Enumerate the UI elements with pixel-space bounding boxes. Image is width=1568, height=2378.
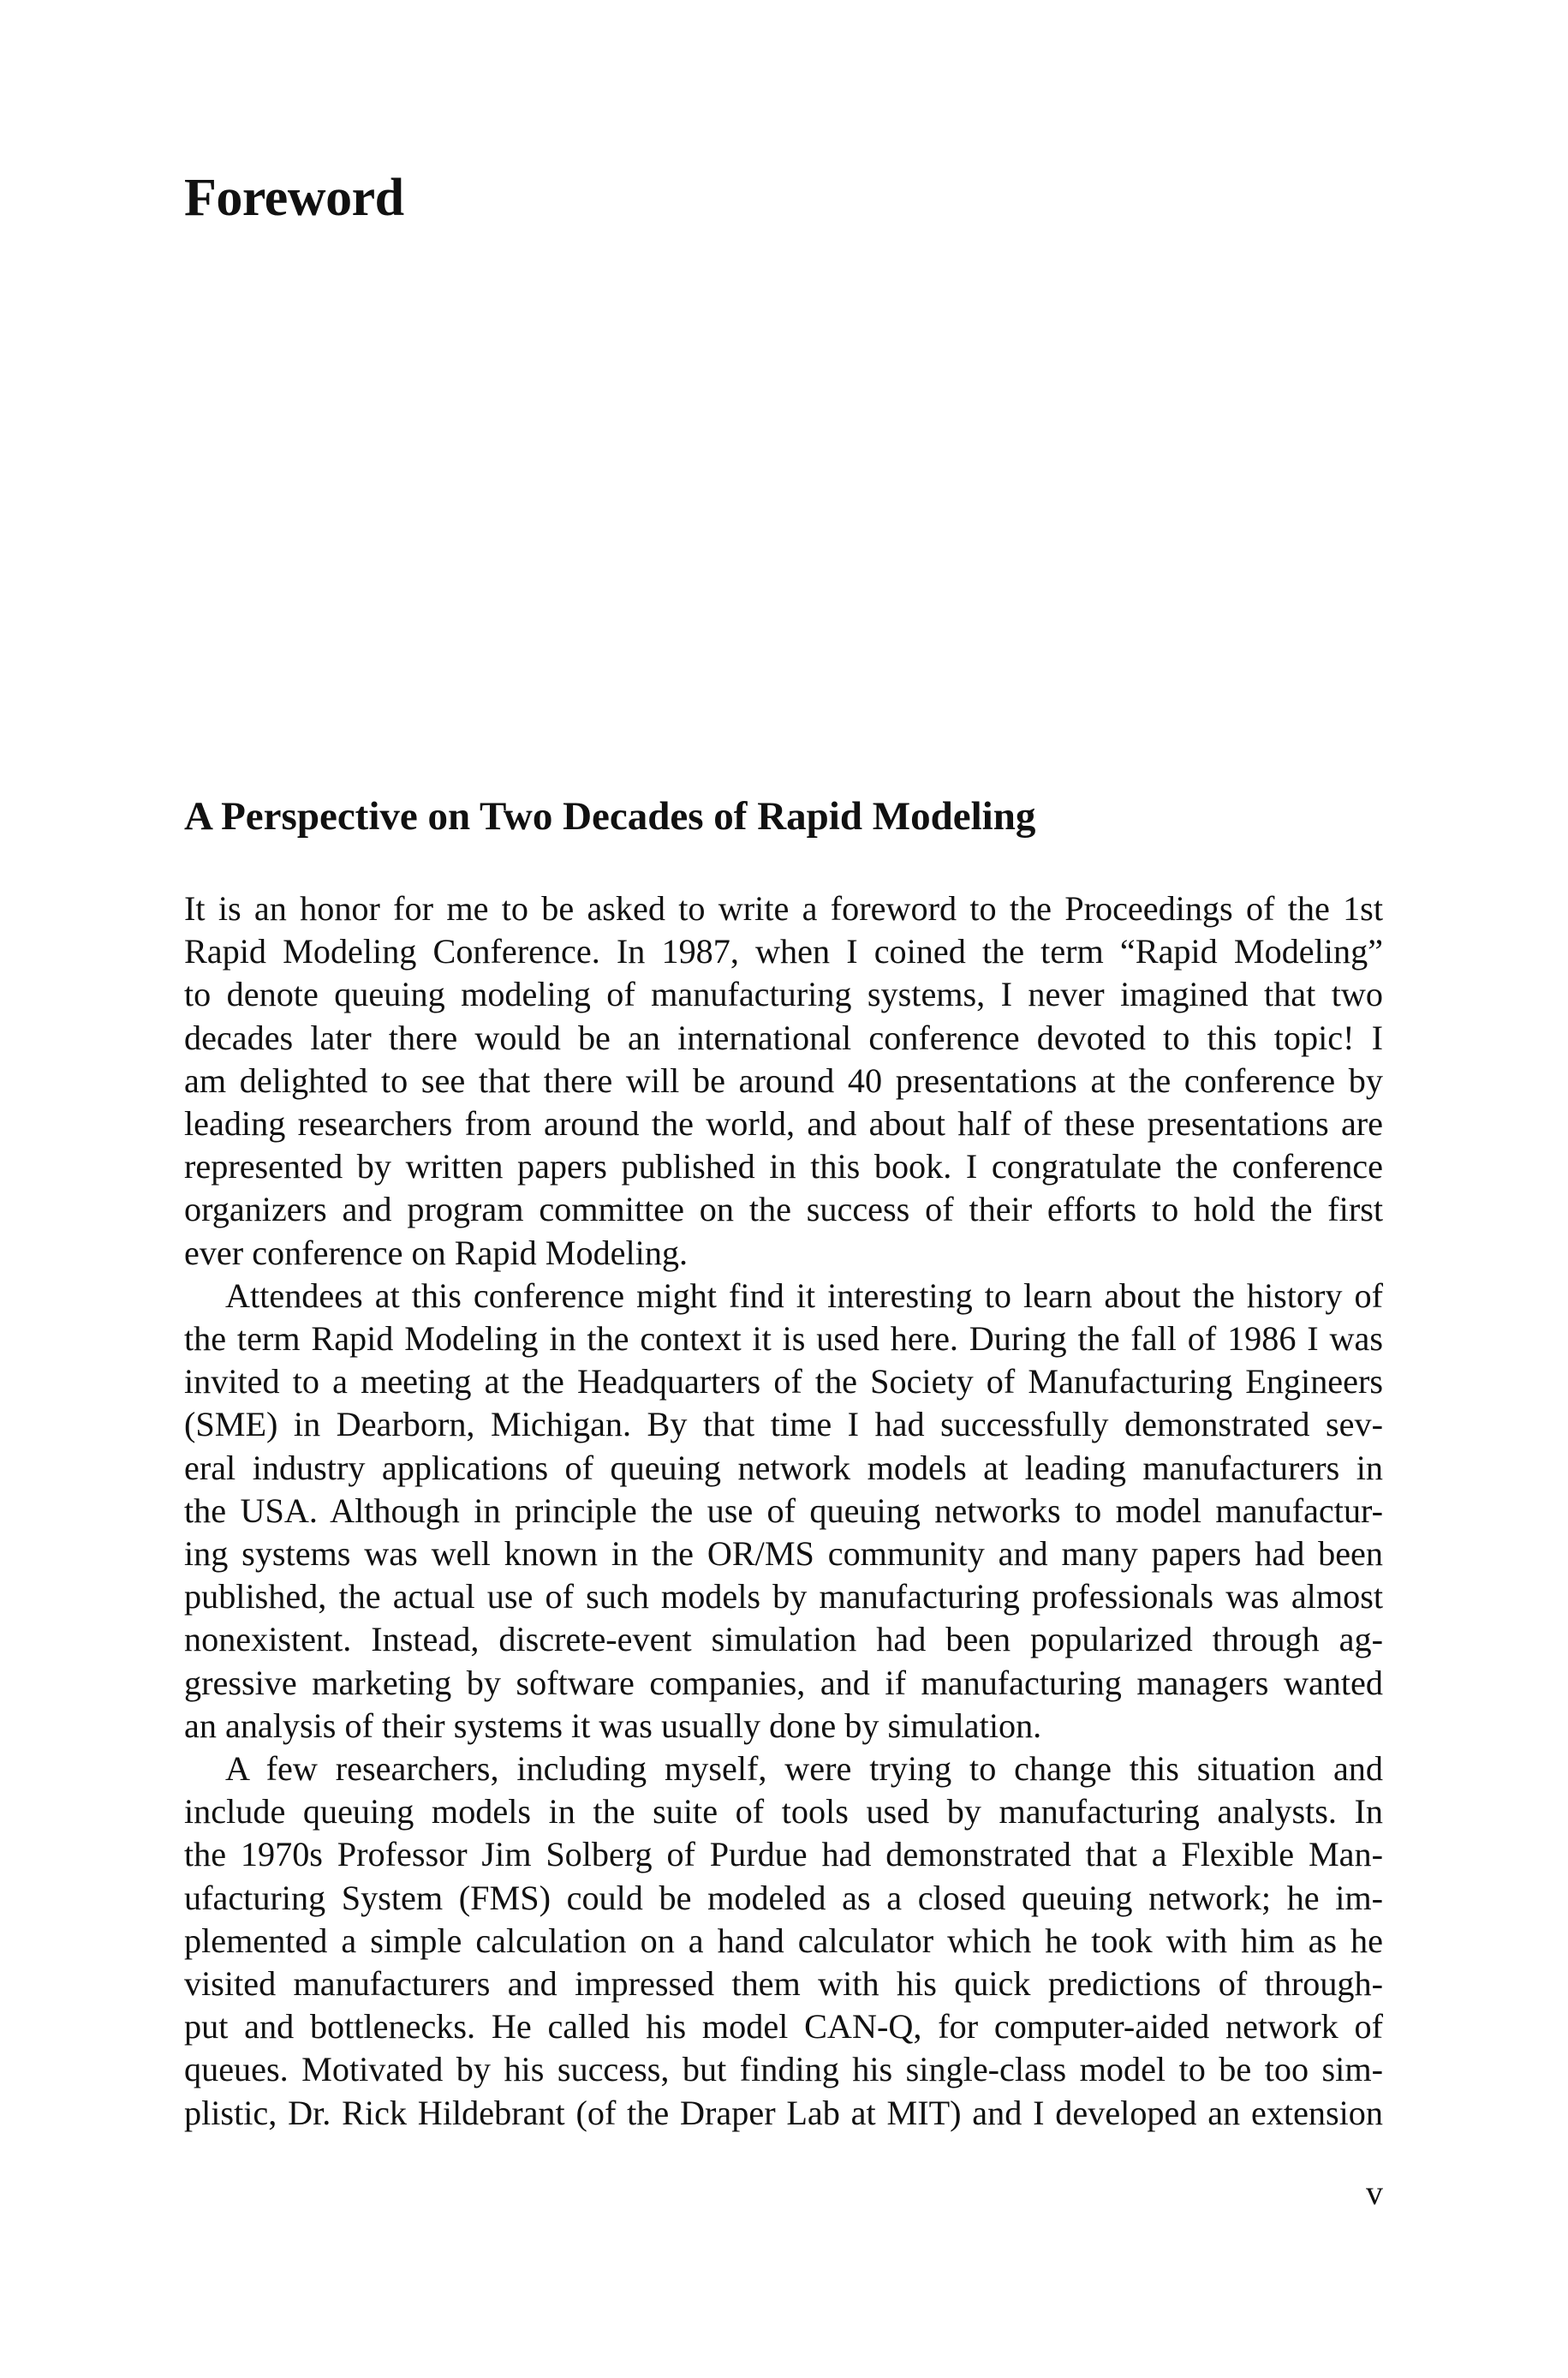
text-line: include queuing models in the suite of tools used by manufacturing analysts. In	[184, 1792, 1383, 1831]
paragraph-2	[184, 1275, 1383, 1748]
text-line: the USA. Although in principle the use of queuing networks to model manufactur-	[184, 1491, 1383, 1530]
text-line: the term Rapid Modeling in the context it is used here. During the fall of 1986 I was	[184, 1319, 1383, 1359]
text-line: decades later there would be an international conference devoted to this topic! I	[184, 1018, 1383, 1057]
text-line: nonexistent. Instead, discrete-event simulation had been popularized through ag-	[184, 1620, 1383, 1659]
page-number: v	[1366, 2173, 1383, 2212]
text-line: Attendees at this conference might find it interesting to learn about the history of	[225, 1276, 1383, 1315]
text-line: ever conference on Rapid Modeling.	[184, 1233, 689, 1272]
text-line: represented by written papers published in this book. I congratulate the conference	[184, 1147, 1383, 1186]
text-line: ing systems was well known in the OR/MS community and many papers had been	[184, 1534, 1383, 1574]
text-line: (SME) in Dearborn, Michigan. By that time I had successfully demonstrated sev-	[184, 1405, 1383, 1444]
text-line: It is an honor for me to be asked to write a foreword to the Proceedings of the 1st	[184, 889, 1383, 928]
body-text	[184, 887, 1383, 2135]
text-line: gressive marketing by software companies, and if manufacturing managers wanted	[184, 1663, 1383, 1702]
text-line: invited to a meeting at the Headquarters of the Society of Manufacturing Engineers	[184, 1362, 1383, 1401]
text-line: an analysis of their systems it was usually done by simulation.	[184, 1706, 1042, 1745]
section-title: A Perspective on Two Decades of Rapid Modeling	[184, 794, 1036, 839]
chapter-title: Foreword	[184, 169, 404, 227]
text-line: queues. Motivated by his success, but finding his single-class model to be too sim-	[184, 2050, 1383, 2089]
text-line: organizers and program committee on the success of their efforts to hold the first	[184, 1190, 1383, 1229]
paragraph-1	[184, 887, 1383, 1275]
text-line: ufacturing System (FMS) could be modeled as a closed queuing network; he im-	[184, 1878, 1383, 1917]
text-line: A few researchers, including myself, were trying to change this situation and	[225, 1749, 1383, 1789]
text-line: plistic, Dr. Rick Hildebrant (of the Draper Lab at MIT) and I developed an extension	[184, 2093, 1383, 2132]
text-line: eral industry applications of queuing network models at leading manufacturers in	[184, 1448, 1383, 1487]
text-line: published, the actual use of such models by manufacturing professionals was almost	[184, 1577, 1383, 1616]
text-line: put and bottlenecks. He called his model CAN-Q, for computer-aided network of	[184, 2007, 1383, 2046]
text-line: the 1970s Professor Jim Solberg of Purdue had demonstrated that a Flexible Man-	[184, 1835, 1383, 1874]
text-line: Rapid Modeling Conference. In 1987, when I coined the term “Rapid Modeling”	[184, 932, 1383, 971]
paragraph-3	[184, 1748, 1383, 2135]
text-line: to denote queuing modeling of manufacturing systems, I never imagined that two	[184, 975, 1383, 1014]
text-line: plemented a simple calculation on a hand calculator which he took with him as he	[184, 1921, 1383, 1960]
text-line: visited manufacturers and impressed them with his quick predictions of through-	[184, 1964, 1383, 2004]
text-line: leading researchers from around the world, and about half of these presentations are	[184, 1104, 1383, 1144]
text-line: am delighted to see that there will be around 40 presentations at the conference by	[184, 1061, 1383, 1100]
